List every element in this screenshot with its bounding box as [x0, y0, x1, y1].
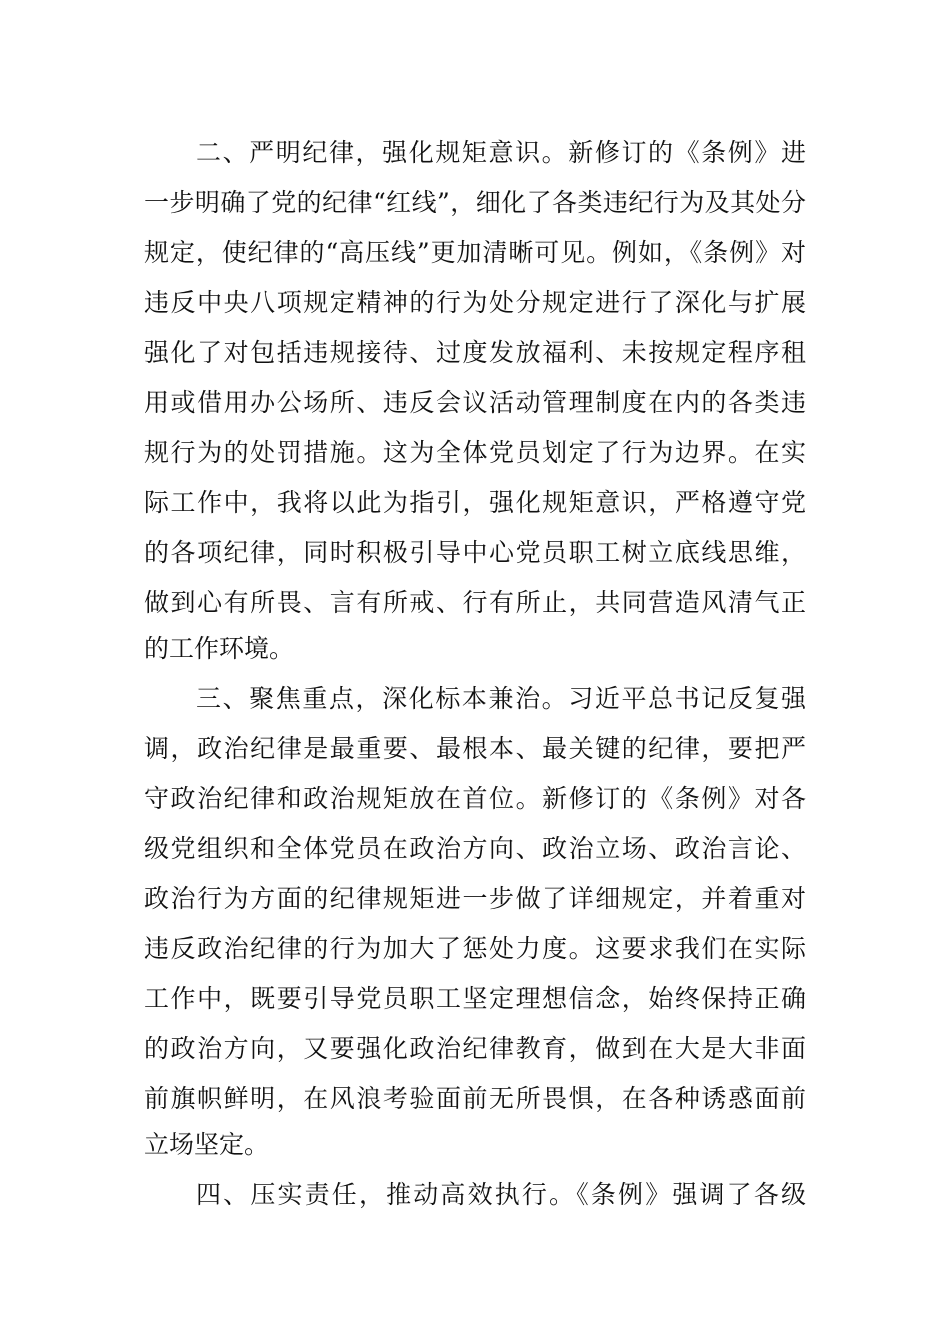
paragraph-line: 际工作中，我将以此为指引，强化规矩意识，严格遵守党: [144, 488, 806, 517]
paragraph-line: 三、聚焦重点，深化标本兼治。习近平总书记反复强: [196, 684, 806, 713]
paragraph-line: 规定，使纪律的“高压线”更加清晰可见。例如，《条例》对: [144, 238, 806, 267]
paragraph-line: 守政治纪律和政治规矩放在首位。新修订的《条例》对各: [144, 784, 806, 813]
paragraph-line: 的政治方向，又要强化政治纪律教育，做到在大是大非面: [144, 1034, 806, 1063]
paragraph-line: 政治行为方面的纪律规矩进一步做了详细规定，并着重对: [144, 884, 806, 913]
paragraph-line: 违反政治纪律的行为加大了惩处力度。这要求我们在实际: [144, 934, 806, 963]
paragraph-line: 工作中，既要引导党员职工坚定理想信念，始终保持正确: [144, 984, 806, 1013]
paragraph-line: 调，政治纪律是最重要、最根本、最关键的纪律，要把严: [144, 734, 806, 763]
paragraph-line: 立场坚定。: [144, 1130, 270, 1159]
paragraph-line: 前旗帜鲜明，在风浪考验面前无所畏惧，在各种诱惑面前: [144, 1084, 806, 1113]
paragraph-line: 做到心有所畏、言有所戒、行有所止，共同营造风清气正: [144, 588, 806, 617]
paragraph-line: 的工作环境。: [144, 634, 295, 663]
paragraph-line: 规行为的处罚措施。这为全体党员划定了行为边界。在实: [144, 438, 806, 467]
paragraph-line: 违反中央八项规定精神的行为处分规定进行了深化与扩展: [144, 288, 806, 317]
paragraph-line: 二、严明纪律，强化规矩意识。新修订的《条例》进: [196, 138, 806, 167]
paragraph-line: 级党组织和全体党员在政治方向、政治立场、政治言论、: [144, 834, 806, 863]
paragraph-line: 的各项纪律，同时积极引导中心党员职工树立底线思维，: [144, 538, 806, 567]
paragraph-line: 四、压实责任，推动高效执行。《条例》强调了各级: [196, 1180, 806, 1209]
paragraph-line: 用或借用办公场所、违反会议活动管理制度在内的各类违: [144, 388, 806, 417]
paragraph-line: 一步明确了党的纪律“红线”，细化了各类违纪行为及其处分: [144, 188, 806, 217]
paragraph-line: 强化了对包括违规接待、过度发放福利、未按规定程序租: [144, 338, 806, 367]
